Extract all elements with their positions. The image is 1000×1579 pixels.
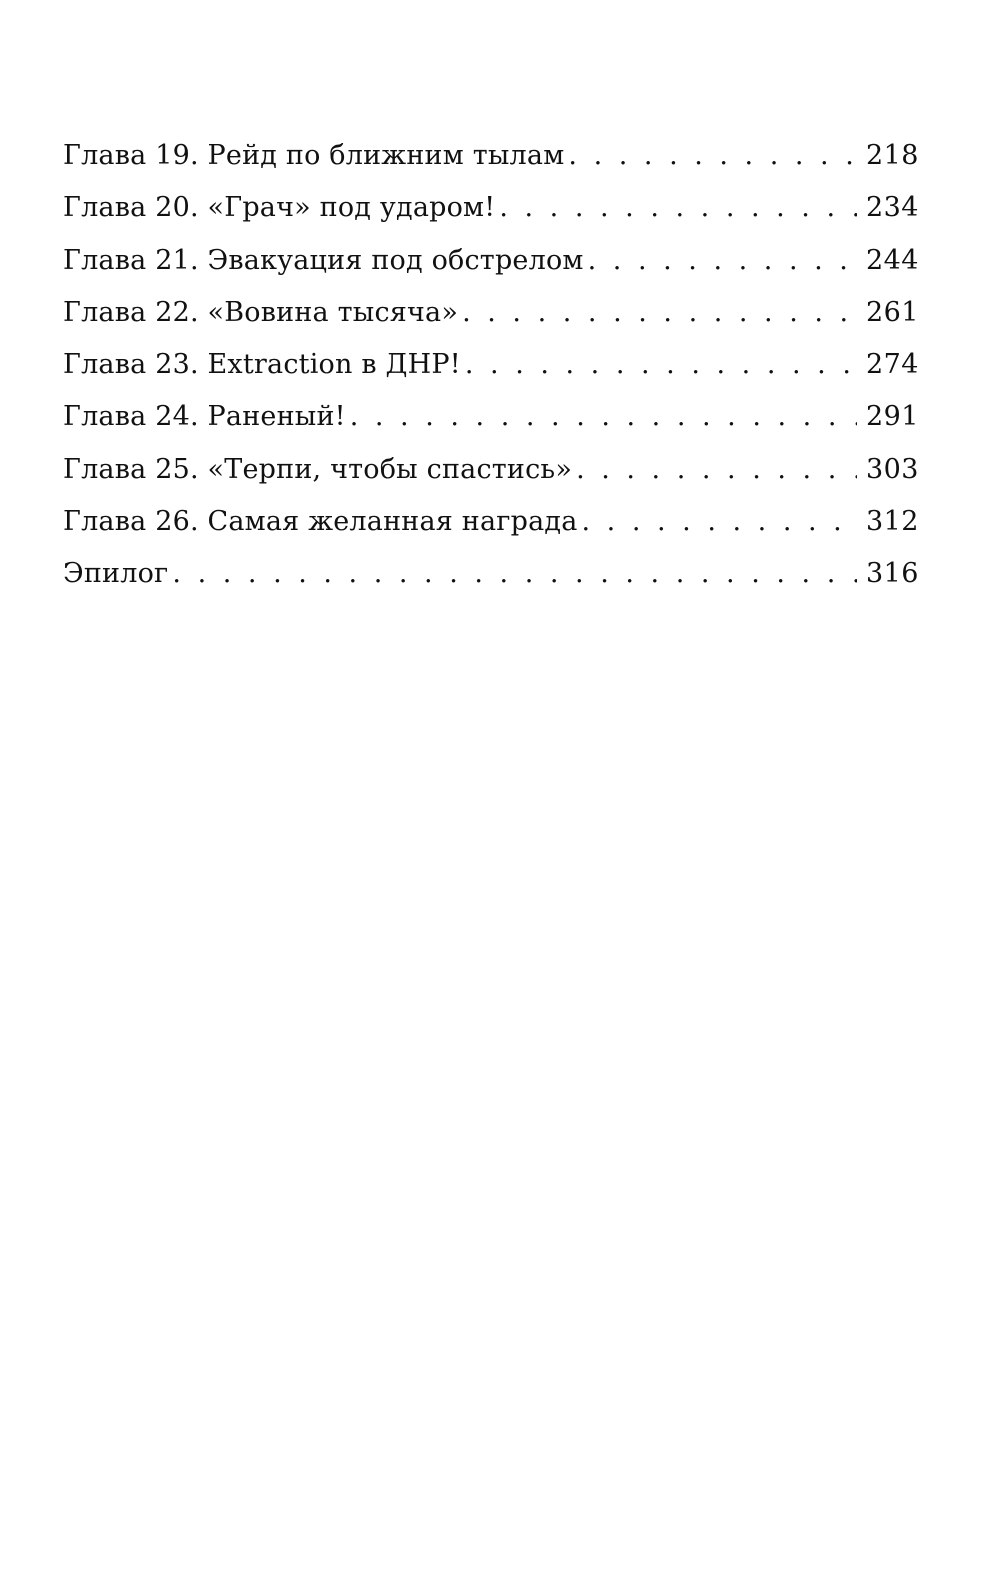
dot-leader	[499, 192, 857, 223]
dot-leader	[465, 349, 857, 380]
toc-entry-page-number: 316	[865, 558, 919, 590]
dot-leader	[576, 454, 857, 485]
dot-leader	[172, 558, 857, 589]
toc-entry-page-number: 303	[865, 453, 919, 485]
toc-entry-chapter-26	[63, 506, 919, 558]
toc-entry-page-number: 274	[865, 349, 919, 381]
toc-entry-chapter-19	[63, 140, 919, 192]
toc-entry-page-number: 291	[865, 401, 919, 433]
toc-entry-chapter-22	[63, 297, 919, 349]
toc-entry-page-number: 312	[865, 506, 919, 538]
toc-entry-title: Глава 26. Самая желанная награда	[63, 506, 578, 538]
toc-entry-page-number: 218	[865, 140, 919, 171]
dot-leader	[568, 140, 857, 171]
toc-entry-title: Глава 22. «Вовина тысяча»	[63, 296, 459, 328]
toc-entry-title: Глава 19. Рейд по ближним тылам	[63, 140, 565, 171]
toc-entry-chapter-23	[63, 349, 919, 401]
toc-entry-chapter-24	[63, 401, 919, 453]
dot-leader	[350, 401, 857, 432]
toc-entry-title: Глава 21. Эвакуация под обстрелом	[63, 244, 584, 276]
toc-entry-epilogue	[63, 558, 919, 610]
toc-entry-page-number: 244	[865, 244, 919, 276]
dot-leader	[582, 506, 857, 537]
toc-entry-page-number: 261	[865, 296, 919, 328]
dot-leader	[462, 297, 857, 328]
toc-entry-chapter-25	[63, 454, 919, 506]
toc-entry-title: Глава 25. «Терпи, чтобы спастись»	[63, 453, 573, 485]
toc-entry-chapter-20	[63, 192, 919, 244]
toc-entry-page-number: 234	[865, 192, 919, 224]
toc-entry-title: Глава 20. «Грач» под ударом!	[63, 192, 496, 224]
table-of-contents	[63, 140, 919, 611]
toc-entry-title: Эпилог	[63, 558, 169, 590]
toc-entry-title: Глава 23. Extraction в ДНР!	[63, 349, 461, 381]
dot-leader	[588, 245, 857, 276]
toc-entry-chapter-21	[63, 245, 919, 297]
toc-entry-title: Глава 24. Раненый!	[63, 401, 346, 433]
